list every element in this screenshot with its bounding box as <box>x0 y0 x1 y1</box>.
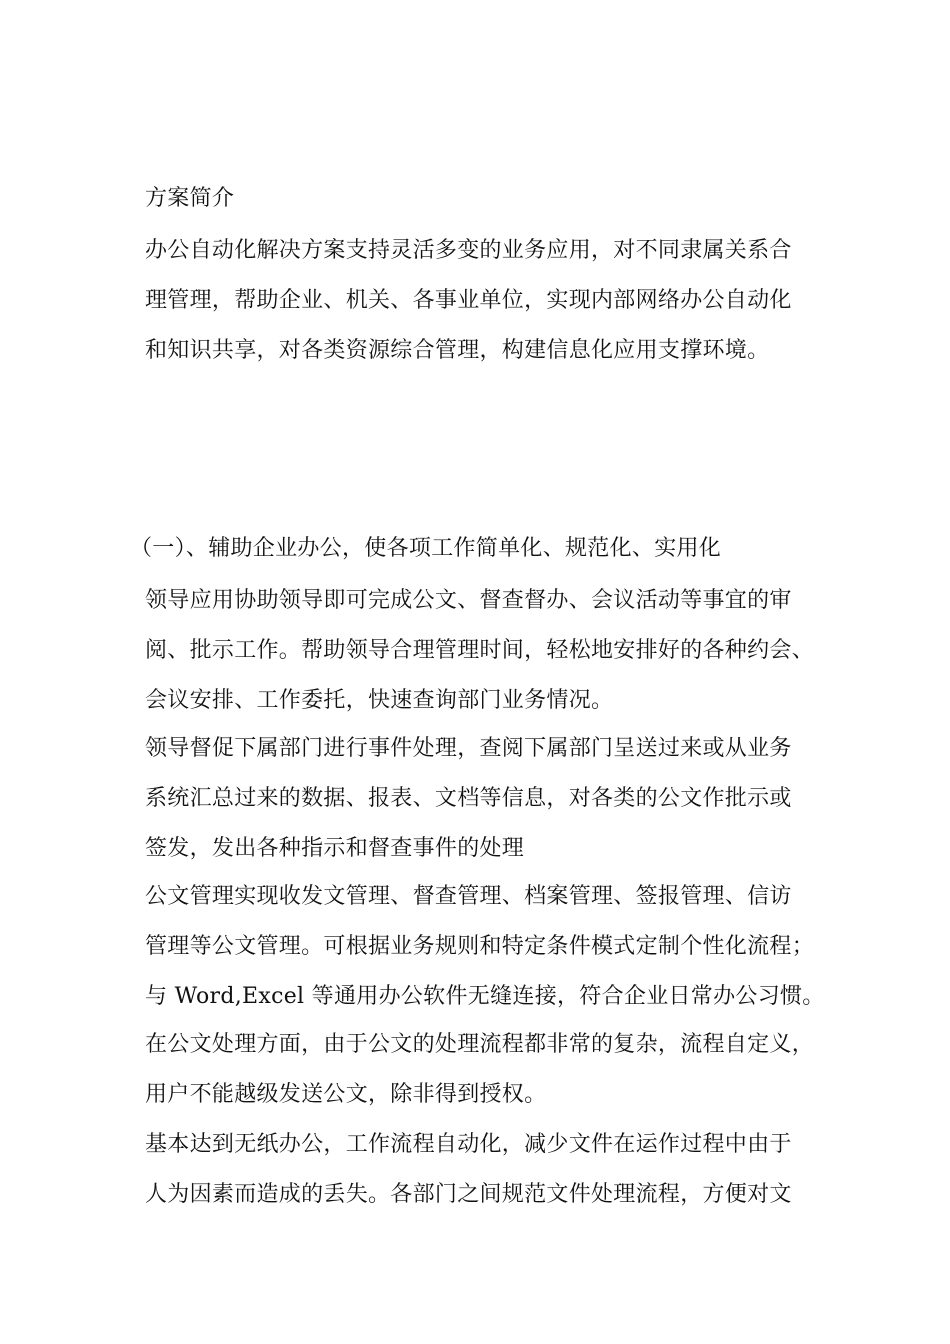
intro-line-1: 办公自动化解决方案支持灵活多变的业务应用，对不同隶属关系合 <box>145 238 792 263</box>
section-heading: （一）、辅助企业办公，使各项工作简单化、规范化、实用化 <box>130 536 722 561</box>
section-line-9: 与 Word,Excel 等通用办公软件无缝连接，符合企业日常办公习惯。 <box>145 984 825 1009</box>
section-line-3: 会议安排、工作委托，快速查询部门业务情况。 <box>145 688 614 713</box>
section-line-10: 在公文处理方面，由于公文的处理流程都非常的复杂，流程自定义， <box>145 1032 815 1057</box>
section-line-1: 领导应用协助领导即可完成公文、督查督办、会议活动等事宜的审 <box>145 588 792 613</box>
intro-line-2: 理管理，帮助企业、机关、各事业单位，实现内部网络办公自动化 <box>145 288 792 313</box>
section-line-7: 公文管理实现收发文管理、督查管理、档案管理、签报管理、信访 <box>145 884 792 909</box>
section-line-5: 系统汇总过来的数据、报表、文档等信息，对各类的公文作批示或 <box>145 786 792 811</box>
intro-title: 方案简介 <box>145 186 235 211</box>
section-line-11: 用户不能越级发送公文，除非得到授权。 <box>145 1082 547 1107</box>
section-line-4: 领导督促下属部门进行事件处理，查阅下属部门呈送过来或从业务 <box>145 736 792 761</box>
section-line-12: 基本达到无纸办公，工作流程自动化，减少文件在运作过程中由于 <box>145 1132 792 1157</box>
section-line-13: 人为因素而造成的丢失。各部门之间规范文件处理流程，方便对文 <box>145 1182 792 1207</box>
section-line-2: 阅、批示工作。帮助领导合理管理时间，轻松地安排好的各种约会、 <box>145 638 815 663</box>
section-line-8: 管理等公文管理。可根据业务规则和特定条件模式定制个性化流程； <box>145 934 815 959</box>
intro-line-3: 和知识共享，对各类资源综合管理，构建信息化应用支撑环境。 <box>145 338 770 363</box>
section-line-6: 签发，发出各种指示和督查事件的处理 <box>145 836 525 861</box>
